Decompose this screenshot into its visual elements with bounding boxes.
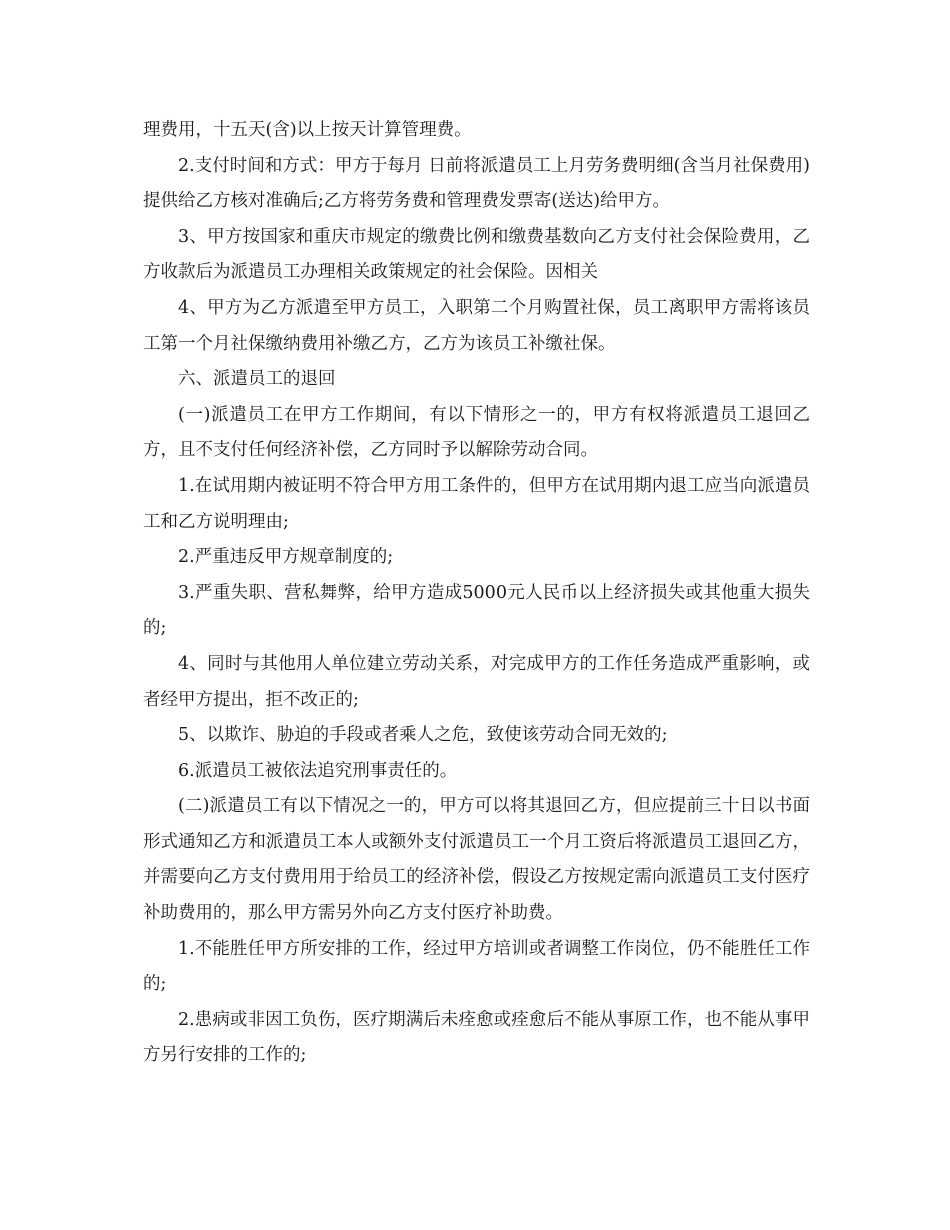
list-item-fraud: 5、以欺诈、胁迫的手段或者乘人之危，致使该劳动合同无效的;: [178, 725, 668, 746]
section-heading-return: 六、派遣员工的退回: [178, 369, 336, 390]
list-item-dual-employment: 4、同时与其他用人单位建立劳动关系，对完成甲方的工作任务造成严重影响，或者经甲方提出，拒不改正的;: [143, 653, 810, 710]
paragraph-social-insurance-purchase: 4、甲方为乙方派遣至甲方员工，入职第二个月购置社保，员工离职甲方需将该员工第一个月社保缴纳费用补缴乙方，乙方为该员工补缴社保。: [143, 297, 810, 354]
list-item-probation: 1.在试用期内被证明不符合甲方用工条件的，但甲方在试用期内退工应当向派遣员工和乙方说明理由;: [143, 475, 810, 532]
paragraph-management-fee: 理费用，十五天(含)以上按天计算管理费。: [143, 120, 472, 140]
document-body: [143, 113, 810, 1074]
list-item-criminal: 6.派遣员工被依法追究刑事责任的。: [178, 760, 458, 781]
list-item-illness: 2.患病或非因工负伤，医疗期满后未痊愈或痊愈后不能从事原工作，也不能从事甲方另行安排的工作的;: [143, 1009, 810, 1066]
list-item-violation: 2.严重违反甲方规章制度的;: [178, 547, 394, 568]
paragraph-return-with-notice: (二)派遣员工有以下情况之一的，甲方可以将其退回乙方，但应提前三十日以书面形式通知乙方和派遣员工本人或额外支付派遣员工一个月工资后将派遣员工退回乙方，并需要向乙方支付费用用于给员工的经济补偿，假设乙方按规定需向派遣员工支付医疗补助费用的，那么甲方需另外向乙方支付医疗补助费。: [143, 796, 810, 924]
paragraph-return-without-compensation: (一)派遣员工在甲方工作期间，有以下情形之一的，甲方有权将派遣员工退回乙方，且不支付任何经济补偿，乙方同时予以解除劳动合同。: [143, 404, 810, 461]
list-item-incompetence: 1.不能胜任甲方所安排的工作，经过甲方培训或者调整工作岗位，仍不能胜任工作的;: [143, 938, 810, 995]
paragraph-social-insurance-fee: 3、甲方按国家和重庆市规定的缴费比例和缴费基数向乙方支付社会保险费用，乙方收款后为派遣员工办理相关政策规定的社会保险。因相关: [143, 226, 810, 283]
list-item-misconduct: 3.严重失职、营私舞弊，给甲方造成5000元人民币以上经济损失或其他重大损失的;: [143, 582, 810, 639]
paragraph-payment-time: 2.支付时间和方式：甲方于每月 日前将派遣员工上月劳务费明细(含当月社保费用)提供给乙方核对准确后;乙方将劳务费和管理费发票寄(送达)给甲方。: [143, 155, 810, 212]
